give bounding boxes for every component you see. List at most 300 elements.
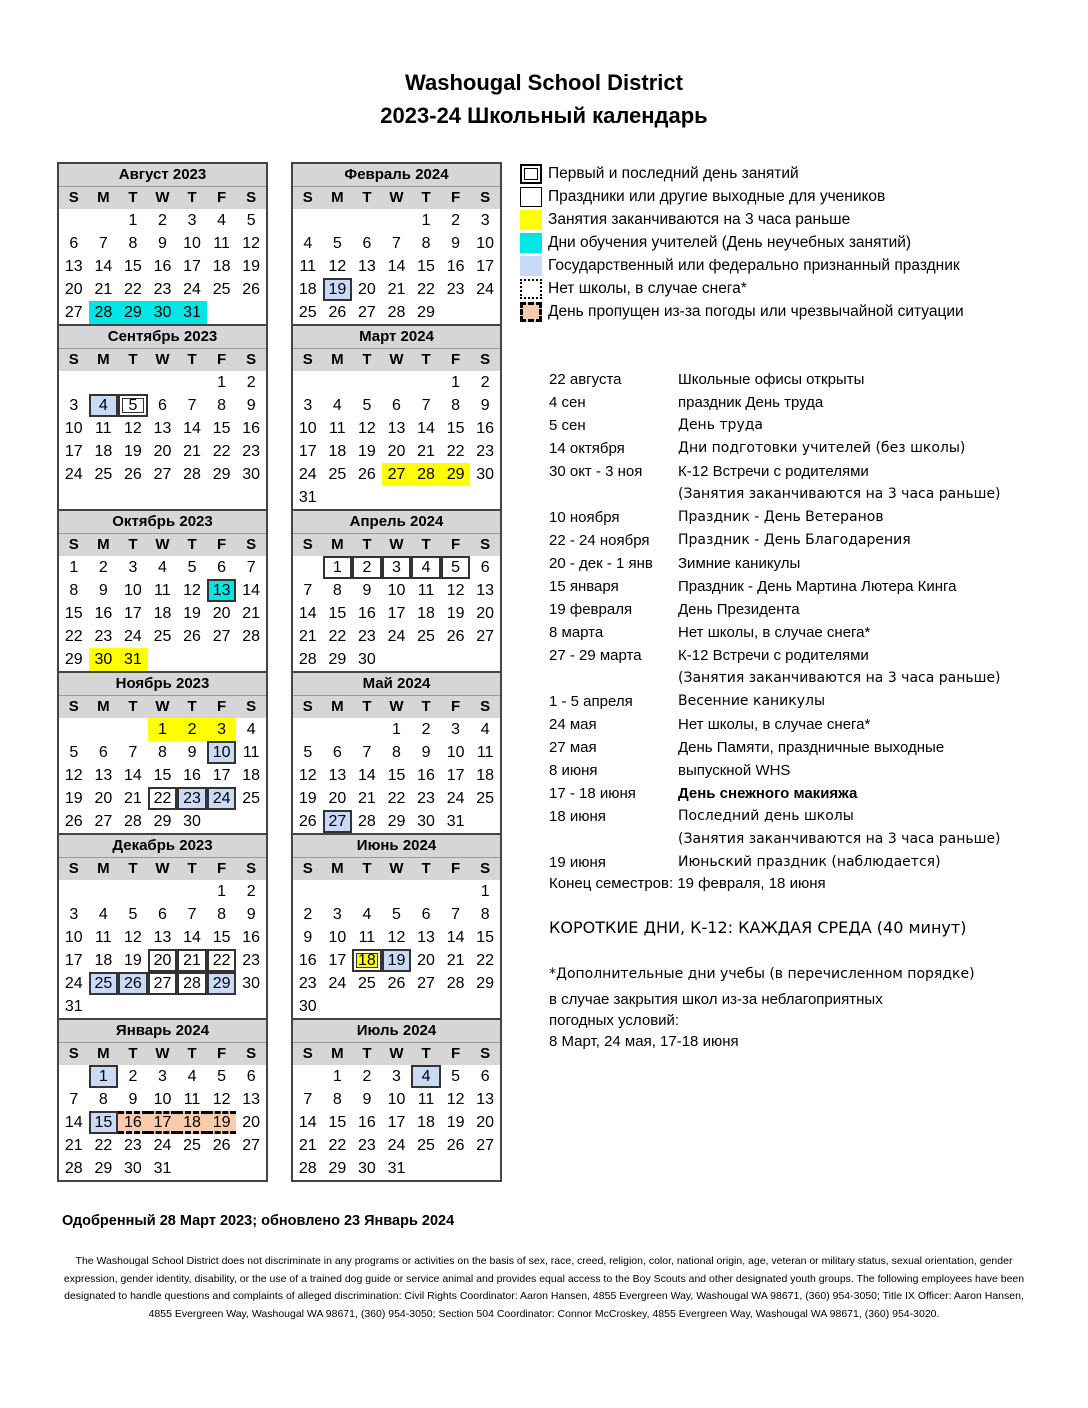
event-date: 20 - дек - 1 янв: [549, 555, 653, 572]
day-cell: 4: [217, 212, 227, 229]
extra-days-note: *Дополнительные дни учебы (в перечисленном порядке): [549, 966, 975, 982]
weekday-label: T: [411, 349, 441, 371]
day-cell: 10: [298, 420, 317, 437]
week-row: [293, 255, 500, 278]
day-cell: 16: [358, 1114, 376, 1131]
day-cell: 29: [153, 813, 172, 830]
event-date: 30 окт - 3 ноя: [549, 463, 643, 480]
day-cell: [470, 301, 500, 324]
weekday-label: S: [59, 187, 89, 209]
day-cell: 15: [328, 1114, 347, 1131]
day-cell: 27: [94, 813, 113, 830]
day-cell: 25: [417, 1137, 435, 1154]
day-cell: 11: [476, 744, 494, 761]
day-cell: 4: [187, 1068, 197, 1085]
day-cell: 9: [187, 744, 197, 761]
day-cell: 13: [358, 258, 376, 275]
weekday-label: M: [323, 696, 353, 718]
day-cell: 14: [183, 420, 201, 437]
day-cell: 17: [64, 443, 83, 460]
event-row: [549, 805, 1069, 828]
day-cell: 27: [358, 304, 376, 321]
week-row: [293, 232, 500, 255]
day-cell: 3: [382, 556, 412, 579]
day-cell: 20: [476, 1114, 495, 1131]
legend-label: Государственный или федерально признанный праздник: [548, 256, 960, 274]
event-text: Зимние каникулы: [678, 555, 801, 572]
week-row: [59, 556, 266, 579]
day-cell: [441, 1157, 471, 1180]
weekday-label: S: [470, 858, 500, 880]
day-cell: 20: [476, 605, 495, 622]
day-cell: 23: [153, 281, 172, 298]
day-cell: [441, 995, 471, 1018]
week-row: [293, 787, 500, 810]
weekday-label: F: [441, 1043, 471, 1065]
day-cell: 3: [332, 906, 342, 923]
day-cell: 26: [387, 975, 406, 992]
event-row: [549, 414, 1069, 437]
day-cell: [323, 995, 353, 1018]
day-cell: 18: [298, 281, 317, 298]
weekday-label: S: [59, 349, 89, 371]
day-cell: 24: [328, 975, 347, 992]
day-cell: 12: [124, 929, 142, 946]
extra-days-line2: погодных условий:: [549, 1012, 680, 1029]
weekday-label: W: [382, 1043, 412, 1065]
day-cell: [89, 718, 119, 741]
legend-swatch: [520, 233, 542, 253]
day-cell: 24: [207, 787, 237, 810]
day-cell: 26: [298, 813, 317, 830]
day-cell: 21: [242, 605, 261, 622]
day-cell: 16: [242, 420, 261, 437]
approved-date: Одобренный 28 Март 2023; обновлено 23 Январь 2024: [62, 1213, 455, 1229]
day-cell: 18: [476, 767, 495, 784]
day-cell: 13: [387, 420, 406, 437]
day-cell: 25: [183, 1137, 201, 1154]
day-cell: 1: [89, 1065, 119, 1088]
day-cell: 27: [417, 975, 435, 992]
week-row: [293, 301, 500, 324]
week-row: [293, 625, 500, 648]
day-cell: [177, 486, 207, 509]
weekday-label: T: [411, 858, 441, 880]
day-cell: [59, 209, 89, 232]
day-cell: 29: [64, 651, 83, 668]
event-text: выпускной WHS: [678, 762, 791, 779]
event-row: [549, 483, 1069, 506]
day-cell: 8: [451, 397, 461, 414]
weekday-label: S: [470, 534, 500, 556]
day-cell: 7: [69, 1091, 79, 1108]
day-cell: [323, 880, 353, 903]
day-cell: [89, 486, 119, 509]
day-cell: [59, 880, 89, 903]
week-row: [293, 995, 500, 1018]
day-cell: 13: [64, 258, 83, 275]
day-cell: 27: [476, 1137, 495, 1154]
day-cell: 14: [242, 582, 261, 599]
weekday-label: W: [148, 349, 178, 371]
day-cell: 6: [332, 744, 342, 761]
day-cell: 30: [124, 1160, 142, 1177]
day-cell: 5: [451, 1068, 461, 1085]
day-cell: [236, 810, 266, 833]
day-cell: 16: [417, 767, 435, 784]
day-cell: 2: [362, 1068, 372, 1085]
legend-swatch: [520, 256, 542, 276]
day-cell: 28: [89, 301, 119, 324]
day-cell: 7: [303, 582, 313, 599]
weekday-label: S: [236, 187, 266, 209]
week-row: [293, 1134, 500, 1157]
day-cell: 18: [417, 605, 435, 622]
day-cell: 26: [446, 1137, 465, 1154]
event-row: [549, 667, 1069, 690]
day-cell: 5: [118, 394, 148, 417]
weekday-label: F: [207, 534, 237, 556]
day-cell: 18: [328, 443, 347, 460]
week-row: [59, 1157, 266, 1180]
event-row: [549, 828, 1069, 851]
month-calendar: [291, 509, 502, 671]
weekday-label: S: [236, 1043, 266, 1065]
day-cell: 22: [417, 281, 435, 298]
event-date: [549, 828, 678, 851]
day-cell: 12: [242, 235, 261, 252]
week-row: [59, 926, 266, 949]
event-row: [549, 575, 1069, 598]
weekday-label: S: [293, 534, 323, 556]
day-cell: 14: [358, 767, 376, 784]
day-cell: [352, 486, 382, 509]
day-cell: 22: [446, 443, 465, 460]
day-cell: 31: [387, 1160, 406, 1177]
day-cell: 15: [212, 929, 231, 946]
day-cell: 25: [476, 790, 495, 807]
event-row: [549, 690, 1069, 713]
day-cell: 18: [242, 767, 261, 784]
week-row: [59, 209, 266, 232]
day-cell: [470, 648, 500, 671]
day-cell: 19: [446, 1114, 465, 1131]
day-cell: 7: [303, 1091, 313, 1108]
day-cell: 11: [95, 929, 112, 946]
day-cell: 16: [476, 420, 495, 437]
day-cell: 9: [303, 929, 313, 946]
day-cell: 27: [476, 628, 495, 645]
week-row: [59, 764, 266, 787]
day-cell: 26: [118, 972, 148, 995]
day-cell: 18: [417, 1114, 435, 1131]
day-cell: 21: [446, 952, 465, 969]
week-row: [293, 371, 500, 394]
day-cell: 29: [328, 1160, 347, 1177]
day-cell: 6: [362, 235, 372, 252]
week-row: [293, 602, 500, 625]
weekday-label: S: [236, 534, 266, 556]
event-row: [549, 851, 1069, 874]
month-title: Сентябрь 2023: [59, 326, 266, 349]
day-cell: 2: [451, 212, 461, 229]
day-cell: 10: [328, 929, 347, 946]
day-cell: 5: [332, 235, 342, 252]
day-cell: 10: [446, 744, 465, 761]
legend-swatch: [520, 210, 542, 230]
day-cell: 25: [94, 466, 113, 483]
weekday-label: W: [382, 349, 412, 371]
weekday-label: T: [118, 534, 148, 556]
month-calendar: [291, 162, 502, 324]
weekday-label: T: [118, 187, 148, 209]
event-date: 22 - 24 ноября: [549, 532, 650, 549]
weekday-label: T: [177, 858, 207, 880]
day-cell: [148, 648, 178, 671]
day-cell: 16: [242, 929, 261, 946]
day-cell: [441, 648, 471, 671]
day-cell: 3: [451, 721, 461, 738]
day-cell: [118, 486, 148, 509]
day-cell: 23: [417, 790, 435, 807]
day-cell: 22: [328, 628, 347, 645]
day-cell: [118, 718, 148, 741]
day-cell: [470, 995, 500, 1018]
month-calendar: [57, 509, 268, 671]
day-cell: 8: [392, 744, 401, 761]
day-cell: 19: [183, 605, 201, 622]
day-cell: 24: [183, 281, 201, 298]
event-text: Дни подготовки учителей (без школы): [678, 440, 966, 456]
day-cell: 12: [183, 582, 201, 599]
day-cell: 8: [69, 582, 79, 599]
month-title: Август 2023: [59, 164, 266, 187]
day-cell: 6: [392, 397, 401, 414]
event-text: Школьные офисы открыты: [678, 371, 865, 388]
day-cell: 14: [64, 1114, 83, 1131]
day-cell: [293, 371, 323, 394]
day-cell: 15: [153, 767, 172, 784]
week-row: [293, 1088, 500, 1111]
weekday-label: W: [148, 696, 178, 718]
week-row: [293, 1065, 500, 1088]
day-cell: 30: [358, 651, 376, 668]
day-cell: 21: [298, 628, 317, 645]
day-cell: [207, 648, 237, 671]
day-cell: 24: [446, 790, 465, 807]
day-cell: 22: [94, 1137, 113, 1154]
day-cell: 19: [242, 258, 261, 275]
day-cell: 29: [417, 304, 435, 321]
day-cell: 16: [94, 605, 113, 622]
week-row: [59, 463, 266, 486]
day-cell: 24: [64, 466, 83, 483]
day-cell: 11: [154, 582, 171, 599]
day-cell: 29: [94, 1160, 113, 1177]
day-cell: [352, 718, 382, 741]
day-cell: 9: [246, 906, 256, 923]
day-cell: [148, 486, 178, 509]
day-cell: 31: [153, 1160, 172, 1177]
day-cell: 26: [183, 628, 201, 645]
week-row: [293, 417, 500, 440]
day-cell: [411, 648, 441, 671]
week-row: [293, 1157, 500, 1180]
day-cell: 26: [64, 813, 83, 830]
weekday-label: T: [177, 187, 207, 209]
day-cell: 11: [242, 744, 260, 761]
week-row: [59, 741, 266, 764]
day-cell: 11: [213, 235, 230, 252]
day-cell: [118, 371, 148, 394]
legend-item: [520, 231, 1080, 254]
day-cell: 26: [446, 628, 465, 645]
event-text: (Занятия заканчиваются на 3 часа раньше): [678, 486, 1001, 502]
day-cell: 21: [417, 443, 435, 460]
week-row: [293, 972, 500, 995]
day-cell: 17: [298, 443, 317, 460]
day-cell: 15: [476, 929, 495, 946]
day-cell: 5: [128, 906, 138, 923]
day-cell: 29: [387, 813, 406, 830]
month-title: Июль 2024: [293, 1020, 500, 1043]
month-title: Ноябрь 2023: [59, 673, 266, 696]
day-cell: [293, 718, 323, 741]
event-date: 5 сен: [549, 417, 586, 434]
extra-days-line1: в случае закрытия школ из-за неблагоприятных: [549, 991, 883, 1008]
event-text: Июньский праздник (наблюдается): [678, 854, 941, 870]
day-cell: 9: [421, 744, 431, 761]
month-title: Март 2024: [293, 326, 500, 349]
month-title: Январь 2024: [59, 1020, 266, 1043]
day-cell: [352, 995, 382, 1018]
event-date: 1 - 5 апреля: [549, 693, 633, 710]
legend-label: Дни обучения учителей (День неучебных занятий): [548, 233, 912, 251]
week-row: [293, 741, 500, 764]
day-cell: 5: [362, 397, 372, 414]
day-cell: 2: [158, 212, 167, 229]
weekday-label: S: [470, 696, 500, 718]
weekday-label: F: [207, 187, 237, 209]
day-cell: 19: [358, 443, 376, 460]
event-row: [549, 368, 1069, 391]
event-row: [549, 552, 1069, 575]
weekday-label: F: [441, 187, 471, 209]
weekday-label: T: [118, 1043, 148, 1065]
week-row: [59, 718, 266, 741]
day-cell: 25: [328, 466, 347, 483]
day-cell: 23: [242, 952, 261, 969]
weekday-label: F: [207, 696, 237, 718]
day-cell: [352, 880, 382, 903]
day-cell: 15: [212, 420, 231, 437]
day-cell: 20: [148, 949, 178, 972]
day-cell: 11: [183, 1091, 201, 1108]
day-cell: 19: [124, 952, 142, 969]
event-row: [549, 529, 1069, 552]
day-cell: 10: [64, 420, 83, 437]
day-cell: 29: [212, 466, 231, 483]
month-title: Декабрь 2023: [59, 835, 266, 858]
weekday-label: M: [323, 858, 353, 880]
day-cell: [323, 718, 353, 741]
day-cell: 26: [358, 466, 376, 483]
event-date: 18 июня: [549, 808, 606, 825]
day-cell: 23: [94, 628, 113, 645]
event-row: [549, 598, 1069, 621]
day-cell: 3: [480, 212, 490, 229]
week-row: [293, 718, 500, 741]
day-cell: 28: [358, 813, 376, 830]
weekday-label: S: [293, 696, 323, 718]
day-cell: 18: [94, 952, 113, 969]
week-row: [59, 995, 266, 1018]
weekday-label: T: [352, 696, 382, 718]
day-cell: 23: [358, 628, 376, 645]
day-cell: 30: [358, 1160, 376, 1177]
legend-label: Нет школы, в случае снега*: [548, 279, 747, 297]
weekday-label: T: [118, 349, 148, 371]
day-cell: 20: [328, 790, 347, 807]
day-cell: 16: [298, 952, 317, 969]
day-cell: 28: [387, 304, 406, 321]
day-cell: 31: [298, 489, 317, 506]
weekday-label: F: [441, 349, 471, 371]
week-row: [59, 880, 266, 903]
day-cell: 23: [446, 281, 465, 298]
week-row: [293, 949, 500, 972]
day-cell: 2: [246, 883, 256, 900]
day-cell: 5: [441, 556, 471, 579]
day-cell: 3: [392, 1068, 401, 1085]
weekday-label: M: [89, 187, 119, 209]
day-cell: 5: [69, 744, 79, 761]
day-cell: 6: [480, 1068, 490, 1085]
day-cell: 6: [69, 235, 79, 252]
event-row: [549, 644, 1069, 667]
day-cell: 13: [417, 929, 435, 946]
day-cell: 28: [124, 813, 142, 830]
day-cell: 20: [358, 281, 376, 298]
legend-item: [520, 300, 1080, 323]
day-cell: 3: [69, 397, 79, 414]
day-cell: 10: [183, 235, 201, 252]
day-cell: 10: [207, 741, 237, 764]
day-cell: 13: [94, 767, 113, 784]
day-cell: 13: [476, 1091, 495, 1108]
day-cell: 13: [328, 767, 347, 784]
weekday-label: F: [441, 858, 471, 880]
day-cell: 31: [177, 301, 207, 324]
day-cell: 2: [352, 556, 382, 579]
day-cell: 27: [64, 304, 83, 321]
event-text: Нет школы, в случае снега*: [678, 716, 871, 733]
month-calendar: [57, 671, 268, 833]
day-cell: 4: [411, 1065, 441, 1088]
day-cell: [207, 995, 237, 1018]
day-cell: 22: [124, 281, 142, 298]
day-cell: 30: [148, 301, 178, 324]
week-row: [59, 301, 266, 324]
day-cell: 13: [153, 420, 172, 437]
day-cell: 1: [421, 212, 431, 229]
day-cell: 27: [242, 1137, 261, 1154]
event-text: Последний день школы: [678, 808, 854, 824]
event-text: День Памяти, праздничные выходные: [678, 739, 945, 756]
day-cell: [207, 486, 237, 509]
nondiscrimination-footer: The Washougal School District does not discriminate in any programs or activities on the basis of sex, race, creed, religion, color, national origin, age, veteran or military status, sexual orientation, gender expression, gender identity, disability, or the use of a trained dog guide or service animal and provides equal access to the Boy Scouts and other designated youth groups. The following employees have been designated to handle questions and complaints of alleged discrimination: Civil Rights Coordinator: Aaron Hansen, 4855 Evergreen Way, Washougal WA 98671, (360) 954-3050; Title IX Officer: Aaron Hansen, 4855 Evergreen Way, Washougal WA 98671, (360) 954-3050; Section 504 Coordinator: Connor McCroskey, 4855 Evergreen Way, Washougal WA 98671, (360) 954-3020.: [63, 1255, 1025, 1320]
day-cell: 13: [476, 582, 495, 599]
